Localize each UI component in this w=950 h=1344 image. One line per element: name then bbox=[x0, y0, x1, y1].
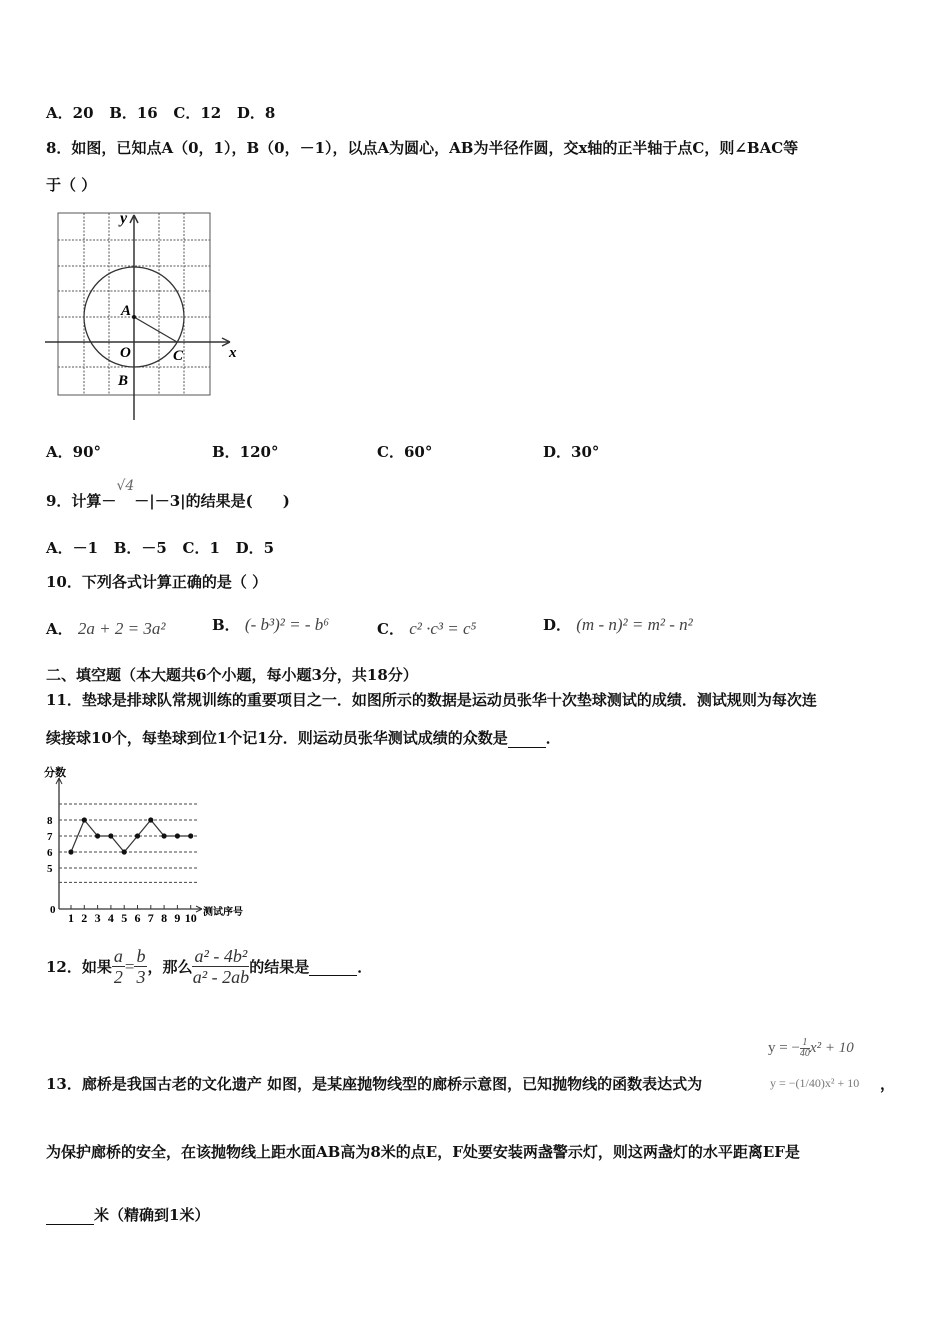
q7-option-c: C．12 bbox=[173, 104, 222, 122]
section-2-title: 二、填空题（本大题共6个小题，每小题3分，共18分） bbox=[46, 666, 418, 684]
q10-option-a bbox=[46, 618, 165, 639]
x-tick-label: 1 bbox=[68, 911, 74, 922]
data-point bbox=[135, 833, 140, 838]
option-expr: c² ·c³ = c⁵ bbox=[409, 619, 477, 638]
formula-tail: x² + 10 bbox=[809, 1040, 854, 1056]
q9-option-b: B．－5 bbox=[113, 539, 167, 557]
option-label: B． bbox=[212, 616, 240, 634]
y-tick-label: 8 bbox=[47, 815, 53, 827]
label-x: x bbox=[229, 345, 237, 361]
y-tick-label: 5 bbox=[47, 863, 53, 875]
q7-option-b: B．16 bbox=[109, 104, 158, 122]
q11-stem-line1: 11．垫球是排球队常规训练的重要项目之一．如图所示的数据是运动员张华十次垫球测试的成绩．测试规则为每次连 bbox=[46, 691, 817, 709]
data-point bbox=[148, 817, 153, 822]
fraction-b-over-3 bbox=[134, 946, 147, 987]
option-expr: (m - n)² = m² - n² bbox=[576, 615, 693, 634]
numerator: a bbox=[113, 946, 123, 966]
option-expr: 2a + 2 = 3a² bbox=[77, 619, 166, 638]
x-tick-label: 9 bbox=[174, 911, 181, 922]
x-tick-label: 5 bbox=[121, 911, 128, 922]
q8-option-a: A．90° bbox=[46, 443, 102, 461]
label-a: A bbox=[121, 303, 132, 319]
data-point bbox=[188, 833, 193, 838]
option-label: D． bbox=[543, 616, 572, 634]
q9-stem bbox=[46, 478, 290, 511]
q13-stem-line3 bbox=[46, 1204, 209, 1225]
y-tick-label: 7 bbox=[47, 831, 53, 843]
numerator: b bbox=[136, 946, 146, 966]
q11-end: ． bbox=[545, 729, 561, 747]
q12-prefix: 12．如果 bbox=[46, 958, 112, 976]
x-tick-label: 10 bbox=[184, 911, 197, 922]
data-point bbox=[162, 833, 167, 838]
numerator: a² - 4b² bbox=[194, 946, 248, 966]
origin-label: 0 bbox=[50, 904, 56, 916]
q12-mid: ，那么 bbox=[147, 958, 193, 976]
q7-option-a: A．20 bbox=[46, 104, 94, 122]
q11-score-chart bbox=[40, 762, 270, 922]
x-tick-label: 3 bbox=[94, 911, 101, 922]
q9-option-a: A．－1 bbox=[46, 539, 99, 557]
label-y: y bbox=[120, 210, 128, 227]
label-b: B bbox=[118, 373, 129, 389]
data-point bbox=[175, 833, 180, 838]
x-tick-label: 2 bbox=[81, 911, 88, 922]
q11-stem-line2 bbox=[46, 727, 561, 748]
answer-blank bbox=[309, 957, 357, 976]
q8-stem-line1: 8．如图，已知点A（0，1），B（0，－1），以点A为圆心，AB为半径作圆，交x轴的正半轴于点C，则∠BAC等 bbox=[46, 139, 799, 157]
q9-prefix: 9．计算－ bbox=[46, 492, 117, 510]
equals: = bbox=[124, 956, 135, 976]
q10-option-c bbox=[377, 618, 476, 639]
x-tick-label: 4 bbox=[107, 911, 114, 922]
answer-blank bbox=[508, 729, 546, 748]
data-point bbox=[95, 833, 100, 838]
q12-end: ． bbox=[357, 958, 373, 976]
q13-stem-line2: 为保护廊桥的安全，在该抛物线上距水面AB高为8米的点E，F处要安装两盏警示灯，则这两盏灯的水平距离EF是 bbox=[46, 1143, 800, 1161]
data-point bbox=[122, 849, 127, 854]
q7-option-d: D．8 bbox=[236, 104, 276, 122]
denominator: 2 bbox=[113, 967, 123, 987]
fraction-expression bbox=[192, 946, 249, 987]
q9-option-c: C．1 bbox=[182, 539, 220, 557]
q8-circle-figure bbox=[40, 205, 260, 425]
option-expr: (- b³)² = - b⁶ bbox=[244, 615, 330, 634]
data-point bbox=[108, 833, 113, 838]
q12-suffix: 的结果是 bbox=[249, 958, 310, 976]
q9-suffix: －|－3|的结果是( ) bbox=[134, 492, 290, 510]
fraction-a-over-2 bbox=[112, 946, 125, 987]
answer-blank bbox=[46, 1206, 94, 1225]
label-c: C bbox=[173, 348, 184, 364]
y-tick-label: 6 bbox=[47, 847, 53, 859]
q9-sqrt: √4 bbox=[116, 478, 135, 494]
q13-stem-line1: 13．廊桥是我国古老的文化遗产 如图，是某座抛物线型的廊桥示意图，已知抛物线的函数表达式为 bbox=[46, 1075, 703, 1093]
formula-y: y = − bbox=[768, 1040, 800, 1056]
q8-option-c: C．60° bbox=[377, 443, 433, 461]
data-point bbox=[82, 817, 87, 822]
q8-option-b: B．120° bbox=[212, 443, 279, 461]
q11-text: 续接球10个，每垫球到位1个记1分．则运动员张华测试成绩的众数是 bbox=[46, 729, 508, 747]
x-tick-label: 8 bbox=[161, 911, 168, 922]
y-axis-title: 分数 bbox=[44, 767, 66, 779]
q10-option-d bbox=[543, 614, 693, 635]
q8-option-d: D．30° bbox=[543, 443, 600, 461]
data-point bbox=[68, 849, 73, 854]
denominator: 3 bbox=[136, 967, 146, 987]
formula-fraction bbox=[800, 1038, 810, 1059]
q13-text: 米（精确到1米） bbox=[94, 1206, 210, 1224]
denominator: 40 bbox=[799, 1048, 810, 1059]
q13-formula-stacked bbox=[768, 1038, 854, 1059]
q10-option-b bbox=[212, 614, 329, 635]
x-axis-title: 测试序号 bbox=[203, 907, 243, 918]
q9-option-d: D．5 bbox=[235, 539, 275, 557]
option-label: A． bbox=[46, 620, 73, 638]
q13-formula: y = −(1/40)x² + 10 bbox=[770, 1076, 860, 1090]
denominator: a² - 2ab bbox=[192, 967, 250, 987]
x-tick-label: 6 bbox=[134, 911, 141, 922]
q7-options bbox=[46, 102, 275, 123]
q12-stem bbox=[46, 946, 372, 987]
numerator: 1 bbox=[800, 1038, 810, 1049]
segment-ac bbox=[134, 317, 177, 342]
q13-comma: ， bbox=[880, 1075, 896, 1093]
q8-stem-line2: 于（ ） bbox=[46, 176, 97, 194]
option-label: C． bbox=[377, 620, 404, 638]
x-tick-label: 7 bbox=[147, 911, 154, 922]
q9-options bbox=[46, 537, 274, 558]
q10-stem: 10．下列各式计算正确的是（ ） bbox=[46, 573, 268, 591]
label-o: O bbox=[120, 345, 131, 361]
